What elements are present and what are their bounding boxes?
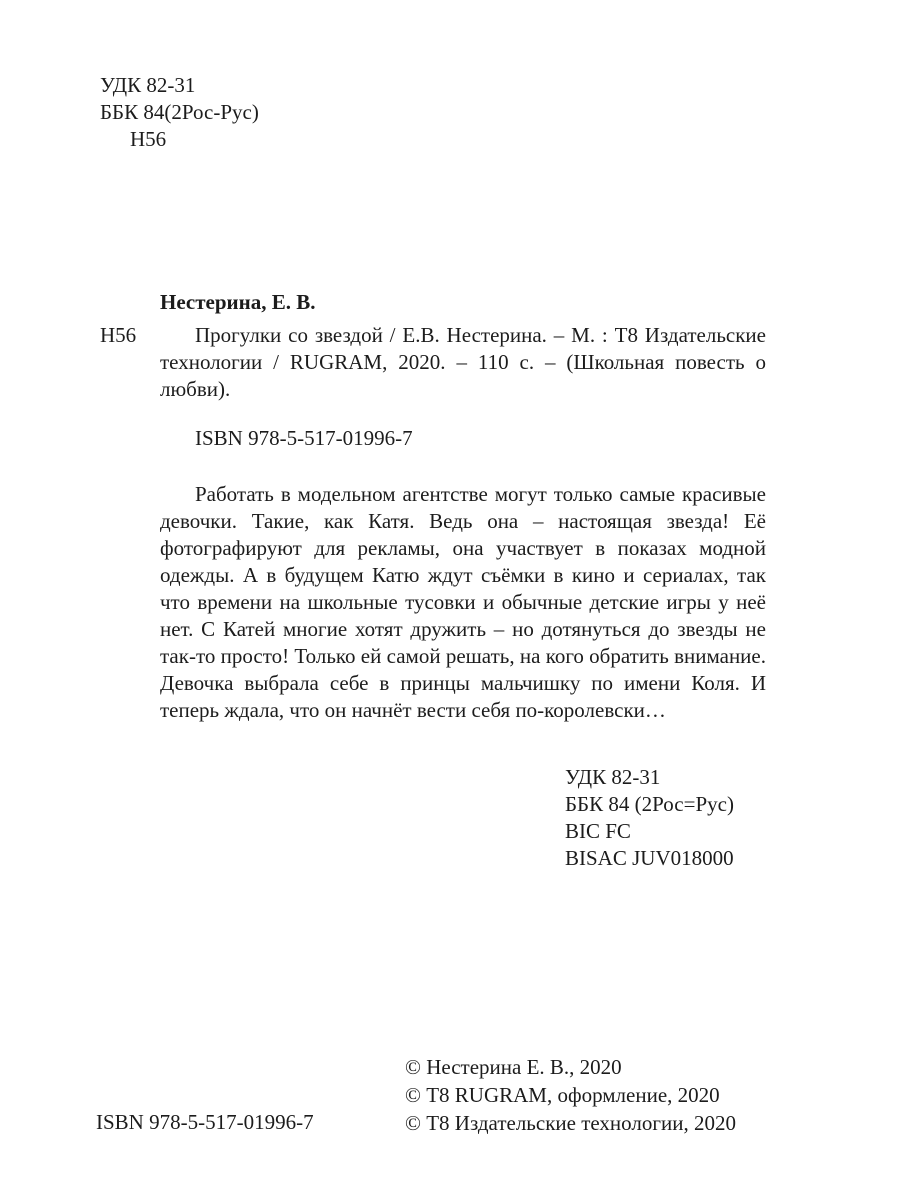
copyright-block <box>405 1054 736 1138</box>
author-sign-top: Н56 <box>130 127 167 151</box>
bbk-code-top: ББК 84(2Рос-Рус) <box>100 100 259 124</box>
annotation-paragraph: Работать в модельном агентстве могут только самые красивые девочки. Такие, как Катя. Ведь она – настоящая звезда! Её фотографируют для рекламы, она участвует в показах модной одежды. А в будущем Катю ждут съёмки в кино и сериалах, так что времени на школьные тусовки и обычные детские игры у неё нет. С Катей многие хотят дружить – но дотянуться до звезды не так-то просто! Только ей самой решать, на кого обратить внимание. Девочка выбрала себе в принцы мальчишку по имени Коля. И теперь ждала, что он начнёт вести себя по-королевски… <box>160 482 766 722</box>
bisac-code: BISAC JUV018000 <box>565 846 734 870</box>
author-sign-entry: Н56 <box>100 323 137 347</box>
bibliographic-entry: Прогулки со звездой / Е.В. Нестерина. – М. : Т8 Издательские технологии / RUGRAM, 2020. – 110 с. – (Школьная повесть о любви). <box>160 323 766 401</box>
udk-code-top: УДК 82-31 <box>100 73 196 97</box>
catalog-entry-row <box>100 322 766 403</box>
isbn-bottom: ISBN 978-5-517-01996-7 <box>96 1110 314 1134</box>
catalog-card <box>100 289 766 452</box>
cataloging-codes-top <box>100 72 259 153</box>
isbn-catalog: ISBN 978-5-517-01996-7 <box>195 426 413 450</box>
author-name: Нестерина, Е. В. <box>160 290 316 314</box>
bbk-code-right: ББК 84 (2Рос=Рус) <box>565 792 734 816</box>
bic-code: BIC FC <box>565 819 631 843</box>
copyright-author: © Нестерина Е. В., 2020 <box>405 1055 622 1079</box>
copyright-publisher: © Т8 Издательские технологии, 2020 <box>405 1111 736 1135</box>
udk-code-right: УДК 82-31 <box>565 765 661 789</box>
cataloging-codes-right <box>565 764 734 872</box>
copyright-design: © Т8 RUGRAM, оформление, 2020 <box>405 1083 720 1107</box>
